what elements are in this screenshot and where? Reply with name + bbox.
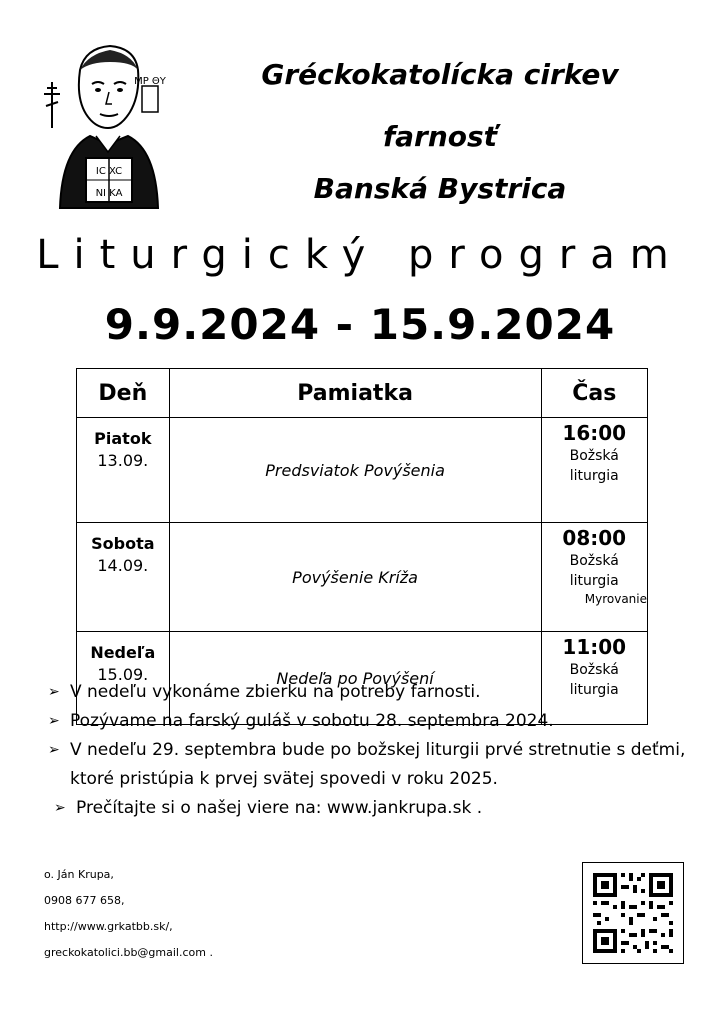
day-name: Nedeľa — [90, 643, 156, 662]
header-pamiatka: Pamiatka — [169, 369, 541, 418]
time-cell — [541, 523, 648, 632]
table-row — [77, 523, 648, 632]
list-item — [48, 736, 698, 794]
header-den: Deň — [77, 369, 170, 418]
book-top-text: IC XC — [95, 166, 123, 177]
contact-block — [44, 862, 213, 966]
liturgy-label-1: Božská — [569, 448, 619, 464]
notes-list — [48, 678, 698, 823]
contact-phone: 0908 677 658, — [44, 894, 125, 907]
time-value: 16:00 — [562, 421, 627, 445]
myrovanie-label: Myrovanie — [584, 592, 647, 606]
pamiatka-cell: Povýšenie Kríža — [169, 523, 541, 632]
note-text: V nedeľu vykonáme zbierku na potreby farnosti. — [70, 682, 481, 702]
header-line-1: Gréckokatolícka cirkev — [261, 58, 619, 91]
contact-name: o. Ján Krupa, — [44, 868, 114, 881]
header-line-2: farnosť — [382, 120, 498, 153]
liturgy-label-1: Božská — [569, 553, 619, 569]
header-cas: Čas — [541, 369, 648, 418]
day-name: Sobota — [91, 534, 155, 553]
contact-web[interactable]: http://www.grkatbb.sk/, — [44, 920, 173, 933]
portrait-illustration — [40, 40, 170, 210]
note-text: V nedeľu 29. septembra bude po božskej liturgii prvé stretnutie s deťmi, ktoré pristúpia k prvej svätej spovedi v roku 2025. — [70, 740, 686, 789]
table-header-row — [77, 369, 648, 418]
note-text: Prečítajte si o našej viere na: www.jankrupa.sk . — [76, 798, 483, 818]
qr-code-icon[interactable] — [582, 862, 684, 964]
table-row — [77, 418, 648, 523]
list-item — [48, 678, 698, 707]
list-item — [48, 794, 698, 823]
program-table — [76, 368, 648, 725]
list-item — [48, 707, 698, 736]
day-date: 15.09. — [97, 665, 149, 684]
orthodox-cross-icon — [44, 82, 60, 128]
arrow-bullet-icon: ➢ — [54, 800, 66, 816]
arrow-bullet-icon: ➢ — [48, 684, 60, 700]
monogram-text: ΜΡ ΘΥ — [134, 76, 166, 87]
pamiatka-cell: Nedeľa po Povýšení — [169, 632, 541, 725]
contact-email[interactable]: greckokatolici.bb@gmail.com . — [44, 946, 213, 959]
program-title: Liturgický program — [36, 232, 684, 278]
day-cell — [77, 418, 170, 523]
pamiatka-cell: Predsviatok Povýšenia — [169, 418, 541, 523]
liturgy-label-1: Božská — [569, 662, 619, 678]
day-name: Piatok — [94, 429, 152, 448]
book-bottom-text: NI KA — [95, 188, 123, 199]
liturgy-label-2: liturgia — [569, 468, 619, 484]
time-cell — [541, 418, 648, 523]
note-text: Pozývame na farský guláš v sobotu 28. septembra 2024. — [70, 711, 554, 731]
arrow-bullet-icon: ➢ — [48, 742, 60, 758]
header-line-3: Banská Bystrica — [313, 172, 567, 205]
day-cell — [77, 523, 170, 632]
liturgy-label-2: liturgia — [569, 682, 619, 698]
time-value: 11:00 — [562, 635, 627, 659]
day-date: 14.09. — [97, 556, 149, 575]
arrow-bullet-icon: ➢ — [48, 713, 60, 729]
date-range: 9.9.2024 - 15.9.2024 — [104, 300, 616, 349]
liturgy-label-2: liturgia — [569, 573, 619, 589]
time-value: 08:00 — [562, 526, 627, 550]
day-date: 13.09. — [97, 451, 149, 470]
